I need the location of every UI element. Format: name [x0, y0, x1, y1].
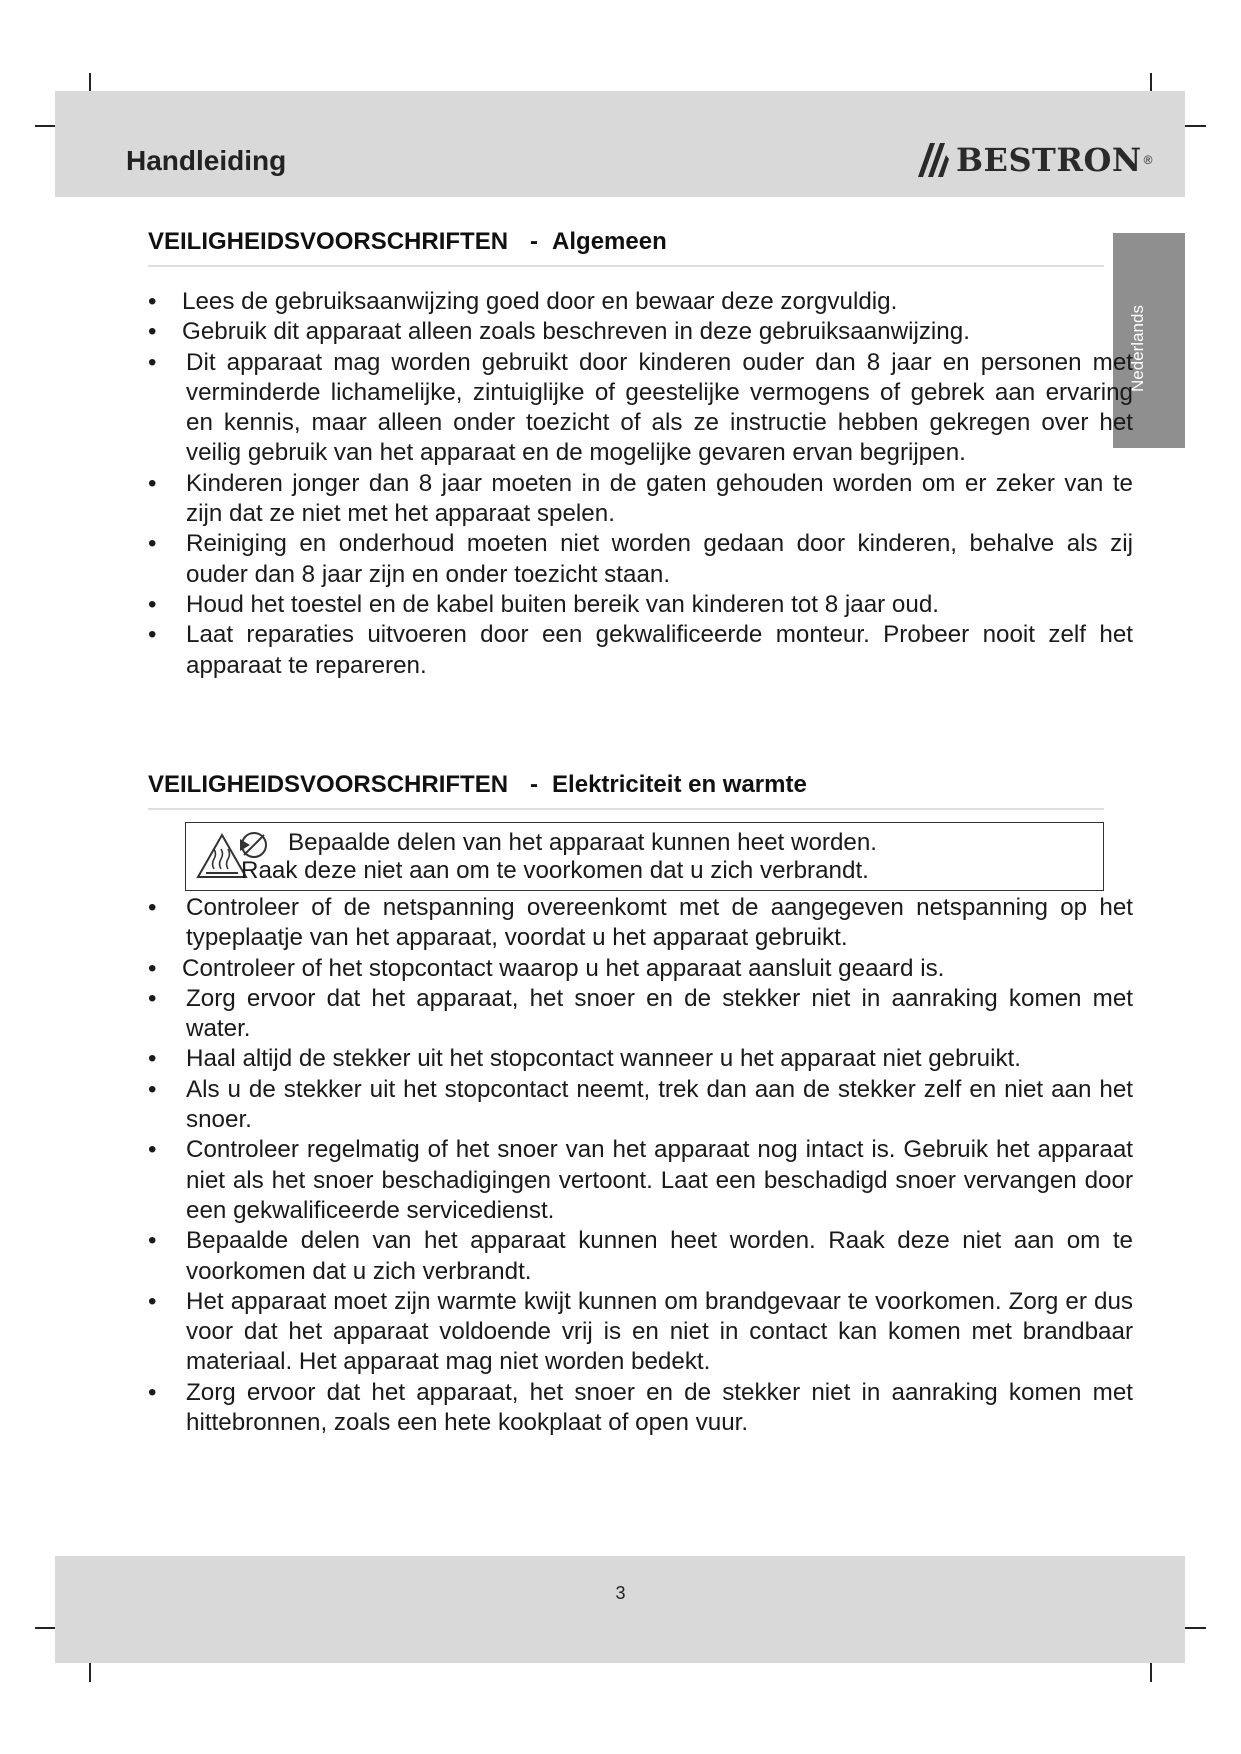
- registered-mark: ®: [1143, 153, 1153, 167]
- bullet: •: [148, 984, 157, 1012]
- item-text: Kinderen jonger dan 8 jaar moeten in de gaten gehouden worden om er zeker van te zijn dat ze niet met het apparaat spelen.: [186, 469, 1133, 528]
- item-text: Het apparaat moet zijn warmte kwijt kunnen om brandgevaar te voorkomen. Zorg er dus voor dat het apparaat voldoende vrij is en niet in contact kan komen met brandbaar materiaal. Het apparaat mag niet worden bedekt.: [186, 1287, 1133, 1376]
- list-item: [148, 1135, 1133, 1226]
- page-title: Handleiding: [126, 145, 287, 176]
- hot-surface-warning: [185, 822, 1104, 891]
- bullet: •: [148, 1378, 157, 1406]
- item-text: Houd het toestel en de kabel buiten bereik van kinderen tot 8 jaar oud.: [186, 590, 940, 618]
- bullet: •: [148, 621, 157, 649]
- heading-main: VEILIGHEIDSVOORSCHRIFTEN: [148, 771, 509, 798]
- list-item: [148, 469, 1133, 530]
- list-item: [148, 954, 1133, 984]
- item-text: Laat reparaties uitvoeren door een gekwalificeerde monteur. Probeer nooit zelf het apparaat te repareren.: [186, 621, 1133, 679]
- item-text: Dit apparaat mag worden gebruikt door kinderen ouder dan 8 jaar en personen met verminderde lichamelijke, zintuiglijke of geestelijke vermogens of gebrek aan ervaring en kennis, maar alleen onder toezicht of als ze instructie hebben gekregen over het veilig gebruik van het apparaat en de mogelijke gevaren ervan begrijpen.: [186, 348, 1133, 467]
- bullet: •: [148, 1045, 157, 1073]
- list-item: [148, 348, 1133, 469]
- page-number: 3: [615, 1583, 626, 1603]
- heading-sub: Elektriciteit en warmte: [552, 771, 807, 798]
- list-item: [148, 1287, 1133, 1378]
- bullet: •: [148, 1287, 157, 1315]
- item-text: Controleer of de netspanning overeenkomt met de aangegeven netspanning op het typeplaatje van het apparaat, voordat u het apparaat gebruikt.: [186, 894, 1133, 952]
- bullet: •: [148, 894, 157, 921]
- item-text: Controleer of het stopcontact waarop u het apparaat aansluit geaard is.: [182, 954, 945, 982]
- warning-text-line2: Raak deze niet aan om te voorkomen dat u zich verbrandt.: [241, 857, 869, 884]
- list-item: [148, 1044, 1133, 1074]
- list-item: [148, 1226, 1133, 1287]
- heading-sub: Algemeen: [552, 228, 667, 255]
- list-item: [148, 620, 1133, 681]
- item-text: Controleer regelmatig of het snoer van het apparaat nog intact is. Gebruik het apparaat niet als het snoer beschadigingen vertoont. Laat een beschadigd snoer vervangen door een gekwalificeerde servicedienst.: [186, 1136, 1133, 1224]
- chevron-logo-icon: [916, 141, 950, 179]
- bullet: •: [148, 288, 157, 315]
- bullet: •: [148, 1075, 157, 1103]
- item-text: Als u de stekker uit het stopcontact neemt, trek dan aan de stekker zelf en niet aan het snoer.: [186, 1075, 1133, 1134]
- section-divider: [148, 808, 1104, 810]
- item-text: Gebruik dit apparaat alleen zoals beschreven in deze gebruiksaanwijzing.: [182, 318, 970, 346]
- list-item: [148, 590, 1133, 620]
- section-heading-electricity: [148, 771, 807, 799]
- brand-name: BESTRON: [956, 141, 1142, 179]
- list-item: [148, 317, 1133, 347]
- item-text: Zorg ervoor dat het apparaat, het snoer en de stekker niet in aanraking komen met hittebronnen, zoals een hete kookplaat of open vuur.: [186, 1378, 1133, 1437]
- bullet: •: [148, 1136, 157, 1164]
- item-text: Bepaalde delen van het apparaat kunnen heet worden. Raak deze niet aan om te voorkomen dat u zich verbrandt.: [186, 1227, 1133, 1285]
- item-text: Haal altijd de stekker uit het stopcontact wanneer u het apparaat niet gebruikt.: [186, 1045, 1021, 1073]
- bullet: •: [148, 348, 157, 376]
- item-text: Zorg ervoor dat het apparaat, het snoer en de stekker niet in aanraking komen met water.: [186, 984, 1133, 1043]
- general-safety-list: [148, 287, 1133, 681]
- list-item: [148, 1075, 1133, 1136]
- list-item: [148, 1378, 1133, 1439]
- heading-separator: -: [530, 228, 539, 255]
- bullet: •: [148, 590, 157, 618]
- section-heading-general: [148, 228, 667, 256]
- bullet: •: [148, 530, 157, 558]
- bullet: •: [148, 1227, 157, 1255]
- list-item: [148, 984, 1133, 1045]
- item-text: Lees de gebruiksaanwijzing goed door en bewaar deze zorgvuldig.: [182, 288, 898, 315]
- section-divider: [148, 265, 1104, 267]
- item-text: Reiniging en onderhoud moeten niet worden gedaan door kinderen, behalve als zij ouder dan 8 jaar zijn en onder toezicht staan.: [186, 530, 1133, 588]
- list-item: [148, 529, 1133, 590]
- list-item: [148, 893, 1133, 954]
- bullet: •: [148, 469, 157, 497]
- bullet: •: [148, 954, 157, 982]
- list-item: [148, 287, 1133, 317]
- bullet: •: [148, 318, 157, 346]
- heading-main: VEILIGHEIDSVOORSCHRIFTEN: [148, 228, 509, 255]
- footer-band: [55, 1556, 1185, 1663]
- warning-text-line1: Bepaalde delen van het apparaat kunnen heet worden.: [288, 829, 878, 856]
- electricity-safety-list: [148, 893, 1133, 1438]
- brand-logo: [916, 138, 1152, 182]
- language-label: Nederlands: [1128, 305, 1147, 392]
- heading-separator: -: [530, 771, 539, 798]
